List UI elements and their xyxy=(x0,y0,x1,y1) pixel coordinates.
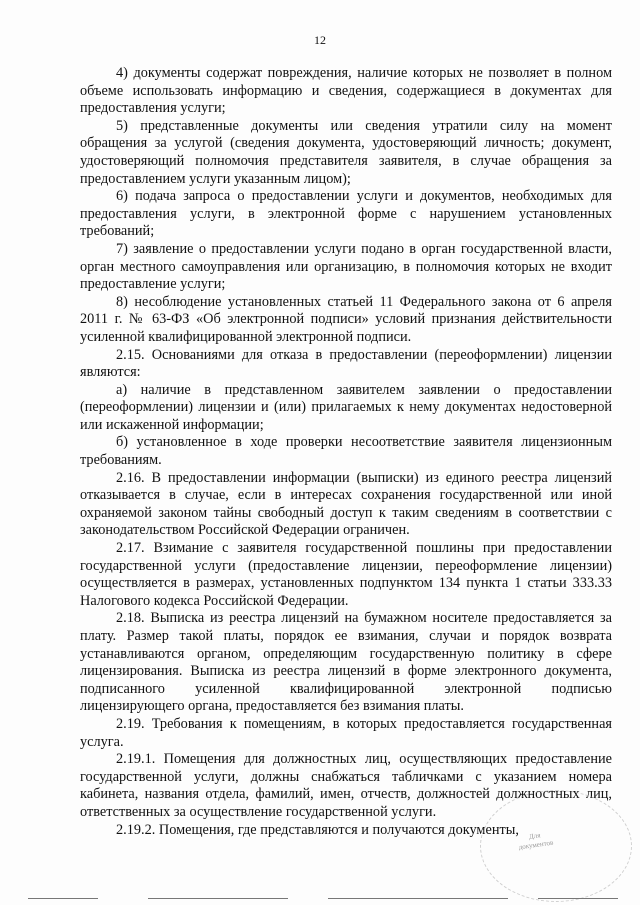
footer-scan-lines xyxy=(28,898,628,899)
paragraph-item-8: 8) несоблюдение установленных статьей 11 Федерального закона от 6 апреля 2011 г. № 63-ФЗ «Об электронной подписи» условий признания действительности усиленной квалифицированной электронной подписи. xyxy=(80,293,612,345)
paragraph-item-6: 6) подача запроса о предоставлении услуги и документов, необходимых для предоставления услуги, в электронной форме с нарушением установленных требований; xyxy=(80,188,612,240)
paragraph-2-15-b: б) установленное в ходе проверки несоответствие заявителя лицензионным требованиям. xyxy=(80,434,612,469)
paragraph-2-15: 2.15. Основаниями для отказа в предоставлении (переоформлении) лицензии являются: xyxy=(80,346,612,381)
paragraph-2-19-1: 2.19.1. Помещения для должностных лиц, осуществляющих предоставление государственной услуги, должны снабжаться табличками с указанием номера кабинета, названия отдела, фамилий, имен, отчеств, должностей должностных лиц, ответственных за осуществление государственной услуги. xyxy=(80,751,612,820)
paragraph-2-17: 2.17. Взимание с заявителя государственной пошлины при предоставлении государственной услуги (предоставление лицензии, переоформление лицензии) осуществляется в размерах, установленных подпунктом 134 пункта 1 статьи 333.33 Налогового кодекса Российской Федерации. xyxy=(80,540,612,609)
footer-line xyxy=(148,898,288,899)
paragraph-item-5: 5) представленные документы или сведения утратили силу на момент обращения за услугой (сведения документа, удостоверяющий личность; документ, удостоверяющий полномочия представителя заявителя, в случае обращения за предоставлением услуги указанным лицом); xyxy=(80,117,612,187)
stamp-line-1: Для xyxy=(528,831,541,841)
footer-line xyxy=(28,898,98,899)
paragraph-2-19: 2.19. Требования к помещениям, в которых предоставляется государственная услуга. xyxy=(80,715,612,750)
page-number: 12 xyxy=(314,33,326,47)
footer-line xyxy=(328,898,508,899)
footer-line xyxy=(538,898,618,899)
paragraph-item-7: 7) заявление о предоставлении услуги подано в орган государственной власти, орган местного самоуправления или организацию, в полномочия которых не входит предоставление услуги; xyxy=(80,240,612,293)
paragraph-item-4: 4) документы содержат повреждения, наличие которых не позволяет в полном объеме использовать информацию и сведения, содержащиеся в документах для предоставления услуги; xyxy=(80,65,612,117)
paragraph-2-16: 2.16. В предоставлении информации (выписки) из единого реестра лицензий отказывается в случае, если в интересах сохранения государственной или иной охраняемой законом тайны свободный доступ к таким сведениям в соответствии с законодательством Российской Федерации ограничен. xyxy=(80,469,612,539)
paragraph-2-18: 2.18. Выписка из реестра лицензий на бумажном носителе предоставляется за плату. Размер такой платы, порядок ее взимания, случаи и порядок возврата устанавливаются органом, определяющим государственную политику в сфере лицензирования. Выписка из реестра лицензий в форме электронного документа, подписанного усиленной квалифицированной электронной подписью лицензирующего органа, предоставляется без взимания платы. xyxy=(80,610,612,715)
stamp-line-2: документов xyxy=(518,838,554,852)
paragraph-2-19-2: 2.19.2. Помещения, где представляются и получаются документы, xyxy=(116,821,519,838)
paragraph-2-15-a: а) наличие в представленном заявителем заявлении о предоставлении (переоформлении) лицензии и (или) прилагаемых к нему документах недостоверной или искаженной информации; xyxy=(80,381,612,433)
stamp-seal xyxy=(480,790,632,902)
document-body xyxy=(80,65,612,839)
